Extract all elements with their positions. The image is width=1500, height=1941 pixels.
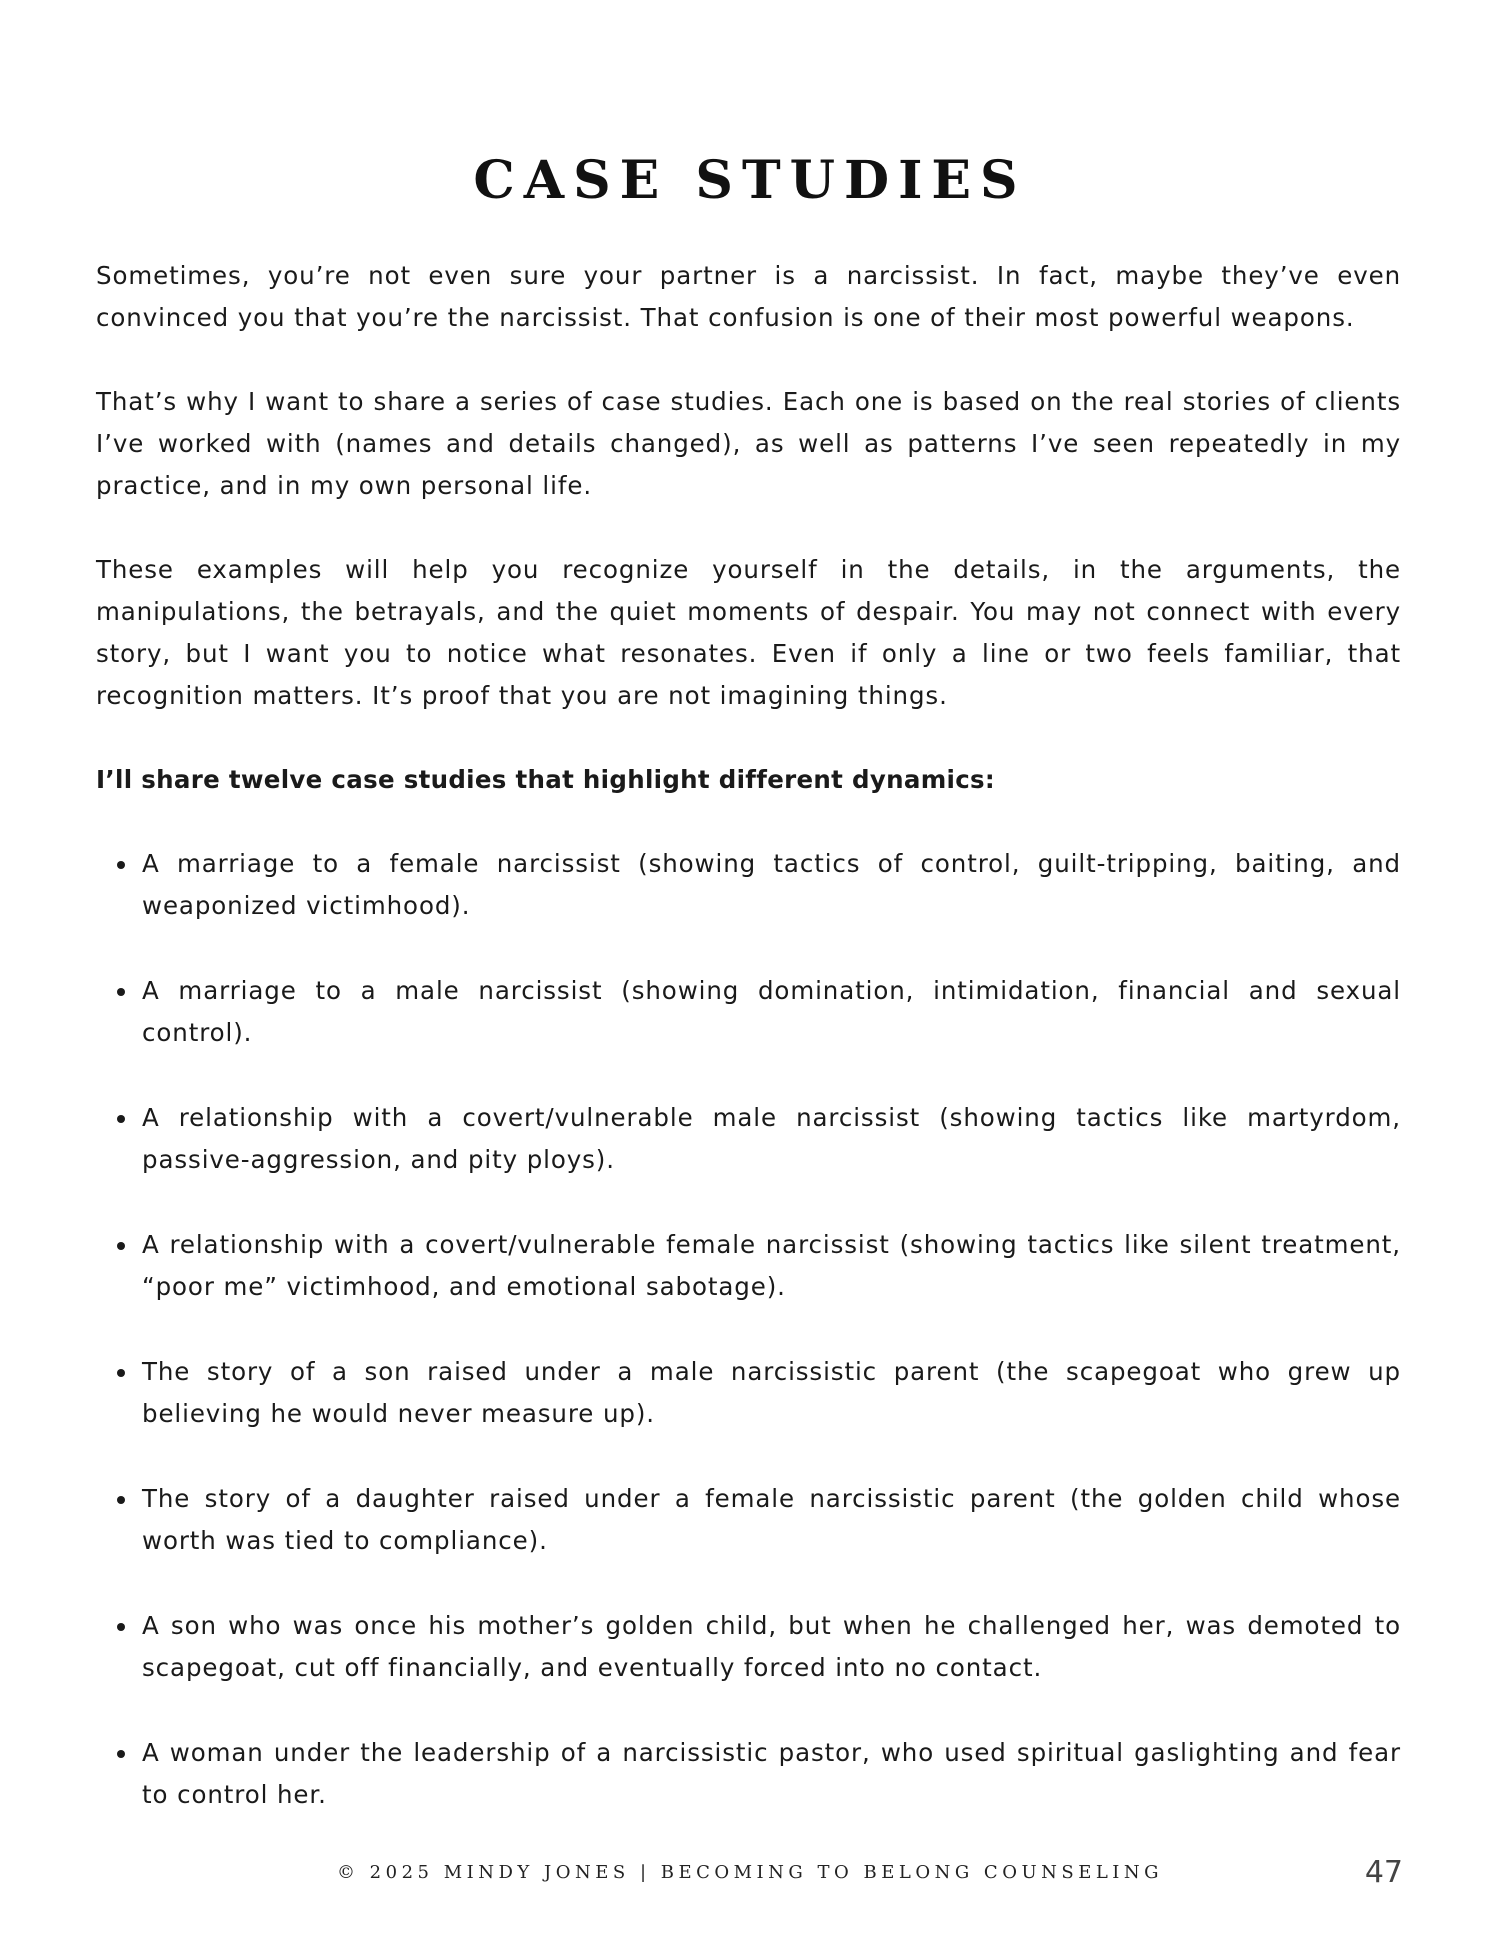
footer-copyright: © 2025 MINDY JONES | BECOMING TO BELONG COUNSELING <box>336 1862 1164 1883</box>
body-content <box>96 255 1401 1859</box>
list-item: A marriage to a female narcissist (showing tactics of control, guilt-tripping, baiting, and weaponized victimhood). <box>142 843 1401 927</box>
page-number: 47 <box>1364 1855 1403 1890</box>
list-item: A woman under the leadership of a narcissistic pastor, who used spiritual gaslighting and fear to control her. <box>142 1732 1401 1816</box>
list-item: A relationship with a covert/vulnerable male narcissist (showing tactics like martyrdom, passive-aggression, and pity ploys). <box>142 1097 1401 1181</box>
intro-paragraph: That’s why I want to share a series of case studies. Each one is based on the real stories of clients I’ve worked with (names and details changed), as well as patterns I’ve seen repeatedly in my practice, and in my own personal life. <box>96 387 1401 500</box>
list-lead: I’ll share twelve case studies that highlight different dynamics: <box>96 765 996 794</box>
page-title: CASE STUDIES <box>473 150 1027 211</box>
intro-paragraph: These examples will help you recognize yourself in the details, in the arguments, the manipulations, the betrayals, and the quiet moments of despair. You may not connect with every story, but I want you to notice what resonates. Even if only a line or two feels familiar, that recognition matters. It’s proof that you are not imagining things. <box>96 555 1401 710</box>
list-item: The story of a son raised under a male narcissistic parent (the scapegoat who grew up believing he would never measure up). <box>142 1351 1401 1435</box>
list-item: A relationship with a covert/vulnerable female narcissist (showing tactics like silent treatment, “poor me” victimhood, and emotional sabotage). <box>142 1224 1401 1308</box>
list-item: A son who was once his mother’s golden child, but when he challenged her, was demoted to scapegoat, cut off financially, and eventually forced into no contact. <box>142 1605 1401 1689</box>
intro-paragraph: Sometimes, you’re not even sure your partner is a narcissist. In fact, maybe they’ve even convinced you that you’re the narcissist. That confusion is one of their most powerful weapons. <box>96 261 1401 332</box>
list-item: The story of a daughter raised under a female narcissistic parent (the golden child whose worth was tied to compliance). <box>142 1478 1401 1562</box>
case-study-list <box>96 843 1401 1816</box>
list-item: A marriage to a male narcissist (showing domination, intimidation, financial and sexual control). <box>142 970 1401 1054</box>
